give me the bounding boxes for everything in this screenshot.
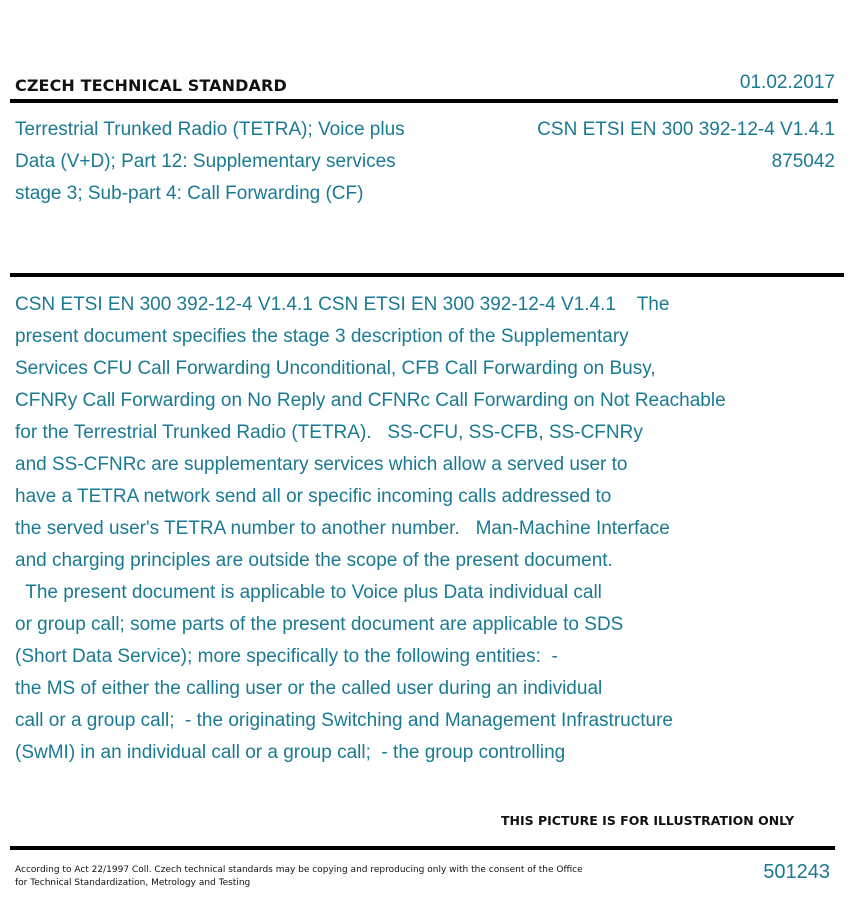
abstract-line: have a TETRA network send all or specific incoming calls addressed to bbox=[15, 486, 612, 507]
abstract-line: and charging principles are outside the scope of the present document. bbox=[15, 550, 613, 571]
abstract-line: (Short Data Service); more specifically to the following entities: - bbox=[15, 646, 558, 667]
abstract-text bbox=[15, 289, 845, 769]
abstract-line: present document specifies the stage 3 description of the Supplementary bbox=[15, 326, 629, 347]
publication-date: 01.02.2017 bbox=[739, 72, 835, 93]
footer-code: 501243 bbox=[763, 861, 830, 883]
abstract-line: or group call; some parts of the present document are applicable to SDS bbox=[15, 614, 624, 635]
legal-note-line: for Technical Standardization, Metrology and Testing bbox=[15, 878, 251, 888]
standard-designation: CSN ETSI EN 300 392-12-4 V1.4.1 bbox=[537, 119, 835, 140]
abstract-line: the served user's TETRA number to another number. Man-Machine Interface bbox=[15, 518, 670, 539]
standard-identifiers bbox=[537, 114, 835, 178]
abstract-line: (SwMI) in an individual call or a group call; - the group controlling bbox=[15, 742, 566, 763]
abstract-line: Services CFU Call Forwarding Unconditional, CFB Call Forwarding on Busy, bbox=[15, 358, 656, 379]
illustration-disclaimer: THIS PICTURE IS FOR ILLUSTRATION ONLY bbox=[501, 813, 795, 828]
legal-note-line: According to Act 22/1997 Coll. Czech technical standards may be copying and reproducing only with the consent of the Office bbox=[15, 865, 583, 875]
title-line: stage 3; Sub-part 4: Call Forwarding (CF) bbox=[15, 183, 364, 204]
middle-divider bbox=[10, 273, 844, 277]
title-line: Data (V+D); Part 12: Supplementary services bbox=[15, 151, 396, 172]
abstract-line: for the Terrestrial Trunked Radio (TETRA). SS-CFU, SS-CFB, SS-CFNRy bbox=[15, 422, 643, 443]
abstract-line: The present document is applicable to Voice plus Data individual call bbox=[15, 582, 602, 603]
abstract-line: CSN ETSI EN 300 392-12-4 V1.4.1 CSN ETSI EN 300 392-12-4 V1.4.1 The bbox=[15, 294, 670, 315]
catalog-number: 875042 bbox=[771, 151, 835, 172]
document-title bbox=[15, 114, 465, 210]
top-divider bbox=[10, 99, 838, 103]
abstract-line: the MS of either the calling user or the called user during an individual bbox=[15, 678, 603, 699]
abstract-line: call or a group call; - the originating Switching and Management Infrastructure bbox=[15, 710, 673, 731]
abstract-line: and SS-CFNRc are supplementary services which allow a served user to bbox=[15, 454, 628, 475]
abstract-line: CFNRy Call Forwarding on No Reply and CFNRc Call Forwarding on Not Reachable bbox=[15, 390, 726, 411]
standard-type-label: CZECH TECHNICAL STANDARD bbox=[15, 76, 287, 95]
title-line: Terrestrial Trunked Radio (TETRA); Voice plus bbox=[15, 119, 405, 140]
legal-note bbox=[15, 864, 583, 890]
bottom-divider bbox=[10, 846, 835, 850]
